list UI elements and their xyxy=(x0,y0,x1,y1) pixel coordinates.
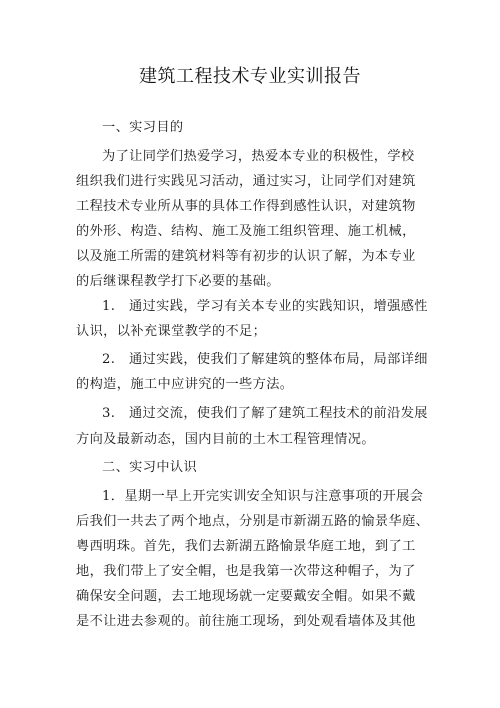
section-heading-purpose: 一、实习目的 xyxy=(102,120,184,135)
paragraph-line: 后我们一共去了两个地点，分别是市新湖五路的愉景华庭、 xyxy=(76,514,430,529)
paragraph-line: 以及施工所需的建筑材料等有初步的认识了解，为本专业 xyxy=(76,249,416,264)
paragraph-line: 工程技术专业所从事的具体工作得到感性认识，对建筑物 xyxy=(76,199,416,214)
paragraph-line: 粤西明珠。首先，我们去新湖五路愉景华庭工地，到了工 xyxy=(76,539,416,554)
paragraph-line: 是不让进去参观的。前往施工现场，到处观看墙体及其他 xyxy=(76,614,416,629)
paragraph-line: 为了让同学们热爱学习，热爱本专业的积极性，学校 xyxy=(102,149,415,164)
paragraph-line: 1．星期一早上开完实训安全知识与注意事项的开展会 xyxy=(102,489,424,504)
paragraph-line: 地，我们带上了安全帽，也是我第一次带这种帽子，为了 xyxy=(76,564,416,579)
paragraph-line: 的后继课程教学打下必要的基础。 xyxy=(76,274,280,289)
paragraph-line: 的外形、构造、结构、施工及施工组织管理、施工机械， xyxy=(76,224,416,239)
paragraph-line: 方向及最新动态，国内目前的土木工程管理情况。 xyxy=(76,432,375,447)
list-item-2: 2. 通过实践，使我们了解建筑的整体布局，局部详细 xyxy=(102,352,428,367)
list-item-1: 1. 通过实践，学习有关本专业的实践知识，增强感性 xyxy=(102,299,428,314)
document-title: 建筑工程技术专业实训报告 xyxy=(139,66,361,87)
paragraph-line: 认识，以补充课堂教学的不足； xyxy=(76,324,267,339)
paragraph-line: 的构造，施工中应讲究的一些方法。 xyxy=(76,377,294,392)
paragraph-line: 确保安全问题，去工地现场就一定要戴安全帽。如果不戴 xyxy=(76,589,416,604)
paragraph-line: 组织我们进行实践见习活动，通过实习，让同学们对建筑 xyxy=(76,174,416,189)
section-heading-understanding: 二、实习中认识 xyxy=(102,460,198,475)
list-item-3: 3. 通过交流，使我们了解了建筑工程技术的前沿发展 xyxy=(102,406,428,421)
